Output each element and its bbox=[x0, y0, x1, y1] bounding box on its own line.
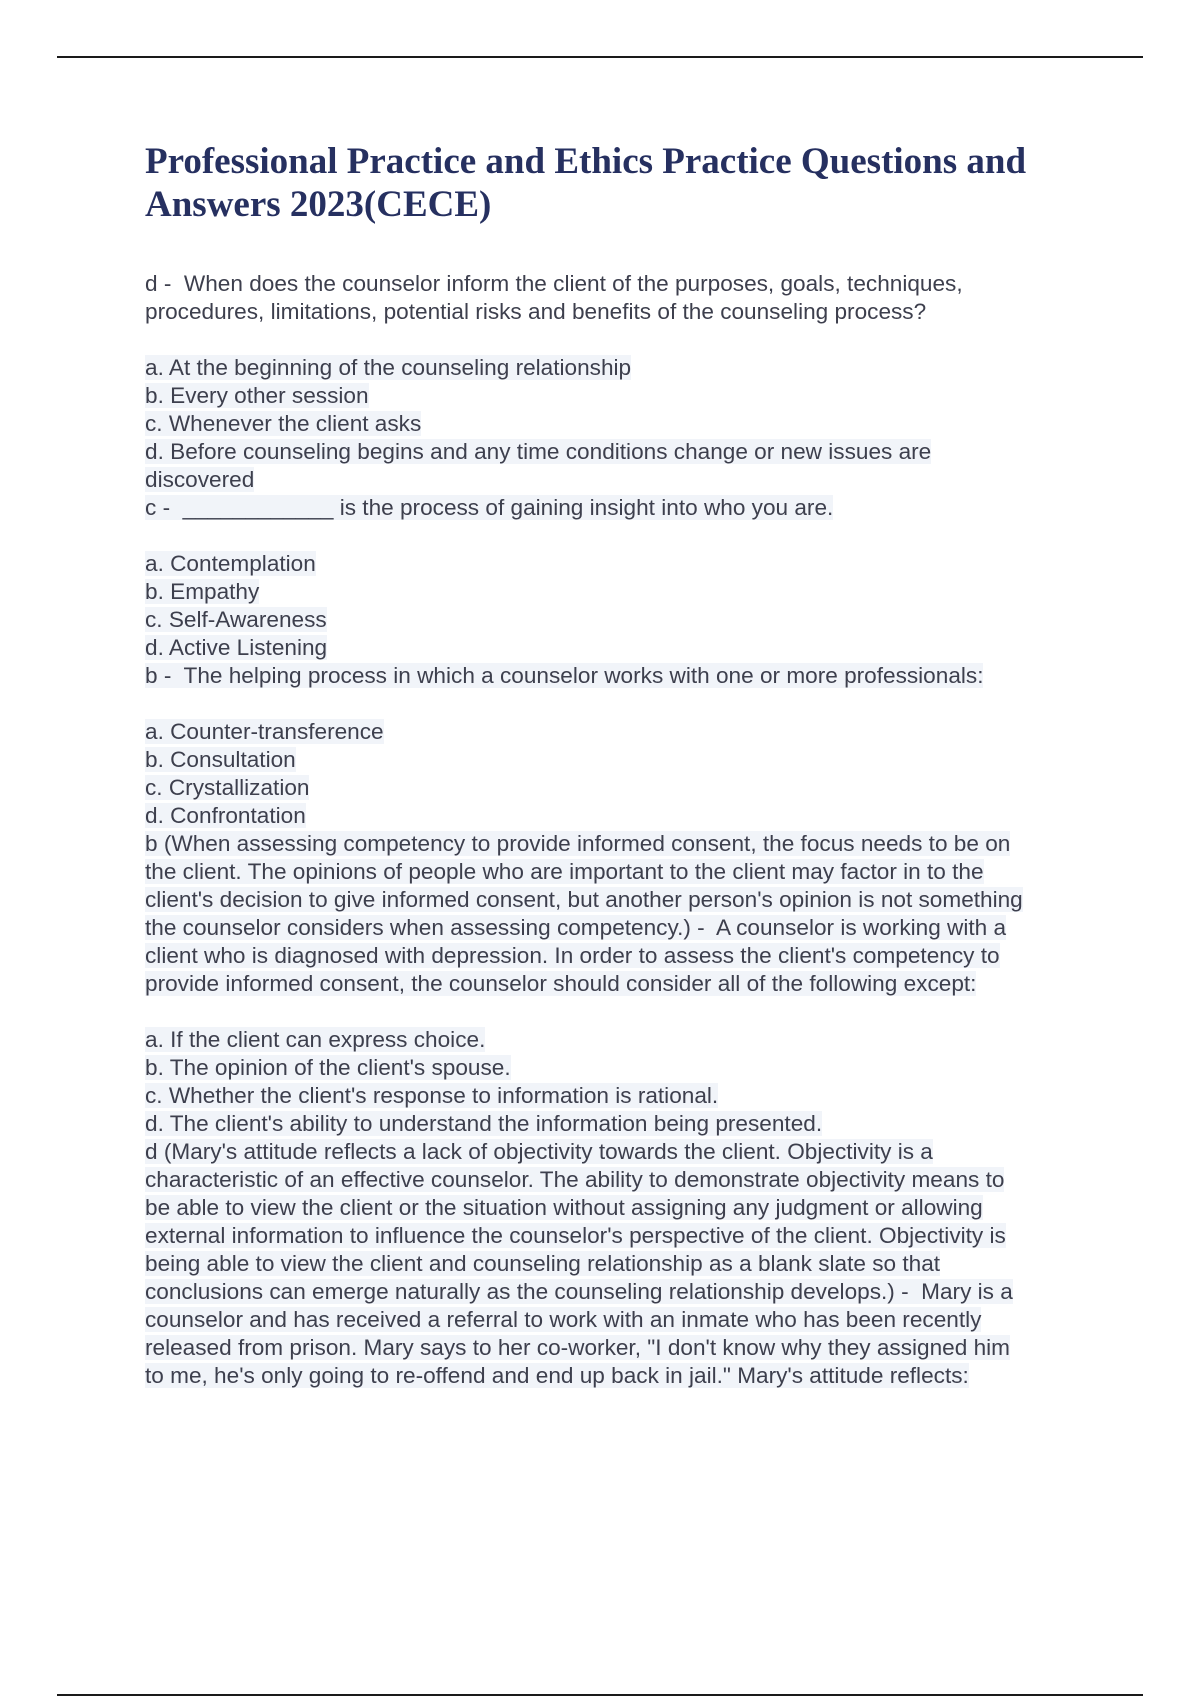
question-4 bbox=[145, 830, 1105, 1138]
question-stem: client who is diagnosed with depression. In order to assess the client's competency to bbox=[145, 943, 1000, 968]
question-stem: d - When does the counselor inform the client of the purposes, goals, techniques, bbox=[145, 271, 963, 296]
question-stem: to me, he's only going to re-offend and end up back in jail." Mary's attitude reflects: bbox=[145, 1363, 969, 1388]
question-stem: c - ____________ is the process of gaining insight into who you are. bbox=[145, 495, 834, 520]
question-stem: client's decision to give informed consent, but another person's opinion is not something bbox=[145, 887, 1023, 912]
bottom-rule bbox=[57, 1694, 1143, 1696]
question-stem: external information to influence the counselor's perspective of the client. Objectivity is bbox=[145, 1223, 1006, 1248]
answer-option: b. The opinion of the client's spouse. bbox=[145, 1055, 511, 1080]
question-3 bbox=[145, 662, 1105, 830]
question-stem: released from prison. Mary says to her co-worker, "I don't know why they assigned him bbox=[145, 1335, 1010, 1360]
question-list bbox=[145, 270, 1105, 1390]
question-stem: b (When assessing competency to provide informed consent, the focus needs to be on bbox=[145, 831, 1011, 856]
question-stem: being able to view the client and counseling relationship as a blank slate so that bbox=[145, 1251, 941, 1276]
question-stem: provide informed consent, the counselor should consider all of the following except: bbox=[145, 971, 977, 996]
answer-option: a. If the client can express choice. bbox=[145, 1027, 486, 1052]
question-stem: conclusions can emerge naturally as the counseling relationship develops.) - Mary is a bbox=[145, 1279, 1013, 1304]
title-line: Answers 2023(CECE) bbox=[145, 184, 492, 225]
answer-option: c. Whether the client's response to information is rational. bbox=[145, 1083, 719, 1108]
answer-option: c. Self-Awareness bbox=[145, 607, 327, 632]
answer-option: d. The client's ability to understand the information being presented. bbox=[145, 1111, 823, 1136]
question-stem: the client. The opinions of people who are important to the client may factor in to the bbox=[145, 859, 984, 884]
question-stem: b - The helping process in which a counselor works with one or more professionals: bbox=[145, 663, 984, 688]
answer-option: d. Active Listening bbox=[145, 635, 328, 660]
top-rule bbox=[57, 56, 1143, 58]
answer-option: c. Crystallization bbox=[145, 775, 310, 800]
answer-option: d. Before counseling begins and any time conditions change or new issues are bbox=[145, 439, 932, 464]
question-stem: characteristic of an effective counselor. The ability to demonstrate objectivity means to bbox=[145, 1167, 1005, 1192]
answer-option: d. Confrontation bbox=[145, 803, 306, 828]
question-stem: the counselor considers when assessing competency.) - A counselor is working with a bbox=[145, 915, 1007, 940]
answer-option: b. Every other session bbox=[145, 383, 369, 408]
question-5 bbox=[145, 1138, 1105, 1390]
answer-option: a. At the beginning of the counseling relationship bbox=[145, 355, 632, 380]
document-title bbox=[145, 140, 1105, 226]
question-2 bbox=[145, 494, 1105, 662]
question-stem: counselor and has received a referral to work with an inmate who has been recently bbox=[145, 1307, 982, 1332]
answer-option: b. Empathy bbox=[145, 579, 260, 604]
answer-option: a. Contemplation bbox=[145, 551, 316, 576]
question-stem: be able to view the client or the situation without assigning any judgment or allowing bbox=[145, 1195, 983, 1220]
question-1 bbox=[145, 270, 1105, 494]
question-stem: d (Mary's attitude reflects a lack of objectivity towards the client. Objectivity is a bbox=[145, 1139, 933, 1164]
question-stem: procedures, limitations, potential risks and benefits of the counseling process? bbox=[145, 299, 927, 324]
answer-option: a. Counter-transference bbox=[145, 719, 384, 744]
answer-option: b. Consultation bbox=[145, 747, 296, 772]
document-page bbox=[145, 140, 1105, 1390]
answer-option: c. Whenever the client asks bbox=[145, 411, 422, 436]
title-line: Professional Practice and Ethics Practice Questions and bbox=[145, 141, 1027, 182]
answer-option: discovered bbox=[145, 467, 255, 492]
